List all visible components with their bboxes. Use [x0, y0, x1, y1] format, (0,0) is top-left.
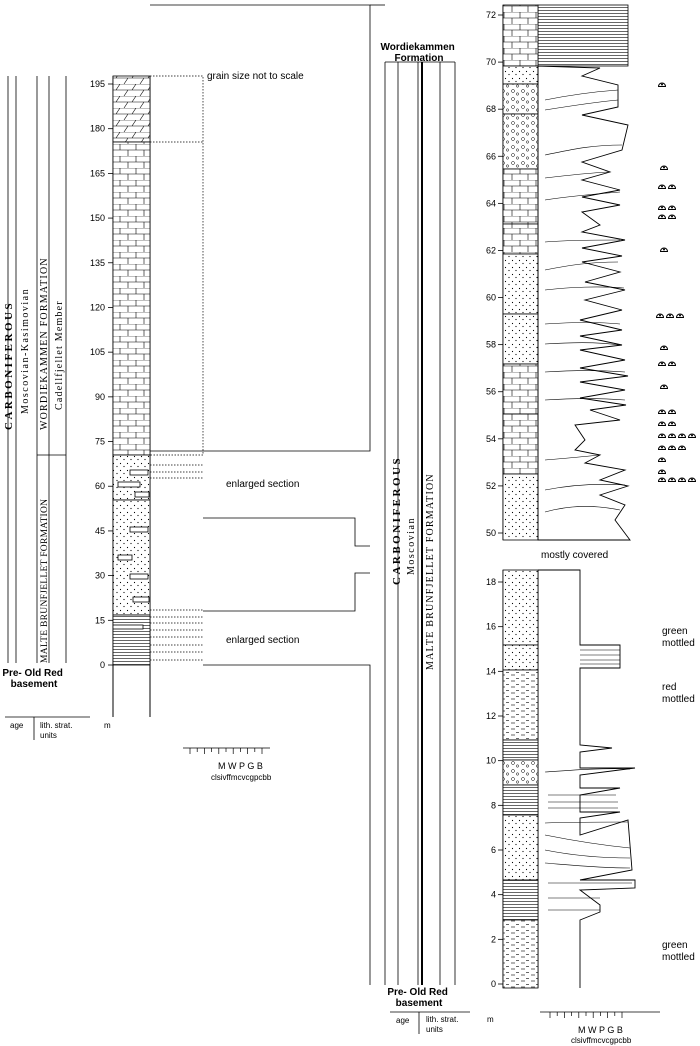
left-grain-scale-top: M W P G B	[218, 761, 263, 771]
brachiopod-icon	[669, 206, 676, 210]
brachiopod-icon	[679, 434, 686, 438]
right-upper-depth-tick-label: 60	[485, 292, 496, 303]
brachiopod-icon	[661, 346, 668, 350]
brachiopod-icon	[659, 185, 666, 189]
brachiopod-icon	[689, 478, 696, 482]
brachiopod-icon	[669, 434, 676, 438]
right-grain-scale-bottom: clsivffmcvcgpcbb	[571, 1036, 632, 1045]
left-depth-tick-label: 135	[89, 257, 105, 268]
left-depth-tick-label: 60	[94, 481, 105, 492]
right-lower-depth-tick-label: 4	[490, 889, 496, 900]
right-formation-top-label: Wordiekammen Formation	[380, 42, 455, 64]
left-grain-scale-bottom: clsivffmcvcgpcbb	[211, 773, 272, 782]
left-basement-line2: basement	[10, 679, 58, 690]
upper-grain-profile	[538, 66, 630, 540]
left-depth-tick-label: 0	[99, 660, 105, 670]
brachiopod-icon	[659, 470, 666, 474]
brachiopod-icon	[679, 478, 686, 482]
right-formation-label: MALTE BRUNFJELLET FORMATION	[425, 473, 436, 670]
brachiopod-icon	[657, 314, 664, 318]
left-header-units: units	[40, 731, 57, 740]
brachiopod-icon	[669, 410, 676, 414]
brachiopod-icon	[659, 434, 666, 438]
right-lower-depth-tick-label: 16	[485, 621, 496, 632]
left-note-grain-size: grain size not to scale	[207, 71, 304, 82]
right-note-red: red mottled	[662, 682, 695, 705]
left-basement-label	[2, 668, 65, 690]
left-depth-tick-label: 180	[89, 123, 105, 134]
brachiopod-icon	[659, 422, 666, 426]
brachiopod-icon	[659, 458, 666, 462]
left-depth-tick-label: 150	[89, 213, 105, 224]
left-age-label: CARBONIFEROUS	[3, 300, 15, 430]
right-note-green-bottom: green mottled	[662, 940, 695, 963]
left-depth-tick-label: 195	[89, 79, 105, 89]
right-upper-depth-tick-label: 56	[485, 386, 496, 397]
brachiopod-icon	[679, 446, 686, 450]
left-grain-size-scale	[183, 748, 272, 782]
right-grain-size-scale	[540, 1012, 660, 1045]
right-upper-depth-tick-label: 68	[485, 104, 496, 115]
right-header-units: units	[426, 1025, 443, 1034]
right-age-sub-label: Moscovian	[406, 517, 417, 575]
right-upper-depth-tick-label: 58	[485, 339, 496, 350]
right-lower-depth-tick-label: 10	[485, 755, 496, 766]
right-upper-depth-tick-label: 66	[485, 151, 496, 162]
brachiopod-icon	[659, 446, 666, 450]
right-header-age: age	[396, 1016, 410, 1025]
left-formation-lower-label: MALTE BRUNFJELLET FORMATION	[40, 498, 50, 663]
left-depth-tick-label: 30	[94, 570, 105, 581]
right-header-lith: lith. strat.	[426, 1015, 459, 1024]
left-basement-line1: Pre- Old Red	[2, 668, 63, 679]
right-upper-depth-tick-label: 72	[485, 10, 496, 20]
right-lower-depth-tick-label: 6	[490, 845, 496, 855]
left-note-enlarged-lower: enlarged section	[226, 635, 300, 646]
brachiopod-icon	[669, 422, 676, 426]
right-lower-depth-tick-label: 18	[485, 577, 496, 587]
right-upper-depth-tick-label: 64	[485, 198, 496, 209]
right-age-label: CARBONIFEROUS	[391, 455, 403, 585]
brachiopod-icon	[659, 215, 666, 219]
right-lower-depth-tick-label: 12	[485, 711, 496, 721]
right-stratigraphic-column	[380, 5, 695, 1045]
left-stratigraphic-column	[2, 5, 385, 985]
brachiopod-icon	[659, 83, 666, 87]
right-note-covered: mostly covered	[541, 550, 609, 561]
brachiopod-icon	[677, 314, 684, 318]
left-depth-tick-label: 45	[94, 525, 105, 536]
lower-grain-profile	[538, 570, 635, 988]
right-upper-depth-tick-label: 52	[485, 480, 496, 491]
right-header-m: m	[487, 1015, 494, 1024]
left-header-age: age	[10, 721, 24, 730]
left-header-lith: lith. strat.	[40, 721, 73, 730]
left-depth-tick-label: 15	[94, 615, 105, 626]
left-depth-tick-label: 120	[89, 302, 105, 313]
left-depth-tick-label: 90	[94, 391, 105, 402]
brachiopod-icon	[669, 215, 676, 219]
brachiopod-icon	[659, 410, 666, 414]
right-grain-scale-top: M W P G B	[578, 1025, 623, 1035]
right-lower-depth-tick-label: 14	[485, 666, 496, 677]
left-depth-tick-label: 105	[89, 347, 105, 358]
brachiopod-icon	[661, 248, 668, 252]
right-lower-depth-tick-label: 2	[490, 934, 496, 945]
left-note-enlarged-upper: enlarged section	[226, 479, 300, 490]
brachiopod-icon	[667, 314, 674, 318]
brachiopod-icon	[661, 166, 668, 170]
brachiopod-icon	[659, 362, 666, 366]
right-note-green-top: green mottled	[662, 626, 695, 649]
right-lower-depth-tick-label: 8	[490, 800, 496, 811]
left-depth-tick-label: 165	[89, 168, 105, 179]
right-upper-depth-tick-label: 62	[485, 245, 496, 256]
brachiopod-icon	[661, 385, 668, 389]
left-depth-axis	[90, 79, 113, 670]
brachiopod-icon	[669, 446, 676, 450]
brachiopod-icon	[669, 478, 676, 482]
fossil-markers	[657, 83, 696, 482]
right-upper-depth-tick-label: 50	[485, 528, 496, 538]
brachiopod-icon	[669, 185, 676, 189]
right-lower-depth-tick-label: 0	[490, 979, 496, 989]
right-upper-depth-tick-label: 70	[485, 57, 496, 68]
right-upper-depth-axis	[486, 10, 503, 538]
right-upper-depth-tick-label: 54	[485, 433, 496, 444]
brachiopod-icon	[659, 478, 666, 482]
brachiopod-icon	[689, 434, 696, 438]
right-lower-depth-axis	[486, 577, 503, 989]
left-member-upper-label: Cadellfjellet Member	[54, 300, 65, 410]
left-depth-tick-label: 75	[94, 436, 105, 447]
brachiopod-icon	[659, 206, 666, 210]
left-formation-upper-label: WORDIEKAMMEN FORMATION	[39, 257, 50, 430]
right-basement-label: Pre- Old Red basement	[387, 987, 448, 1009]
brachiopod-icon	[669, 362, 676, 366]
left-header-m: m	[104, 721, 111, 730]
left-age-sub-label: Moscovian-Kasimovian	[20, 287, 31, 414]
